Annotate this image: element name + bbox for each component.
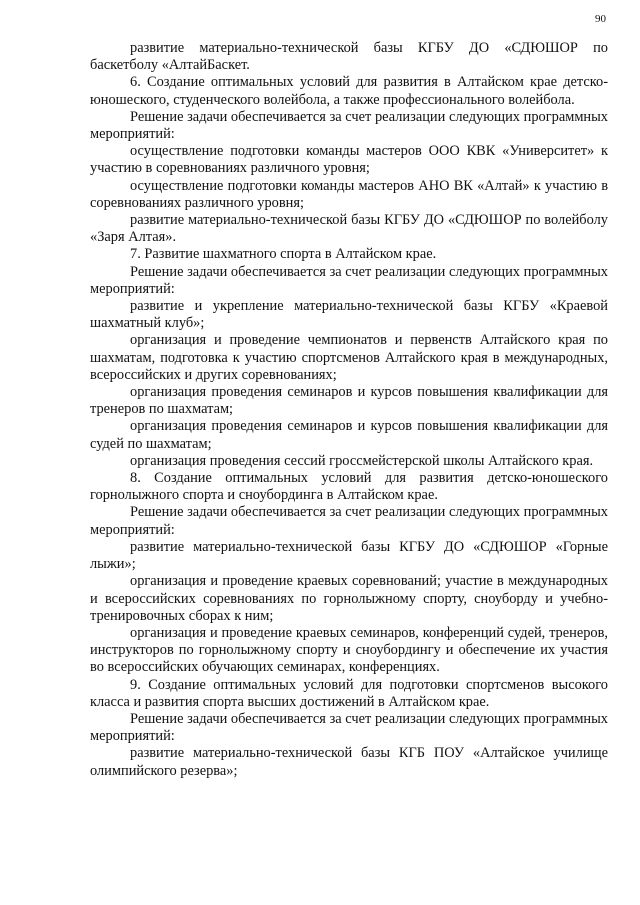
paragraph: организация и проведение краевых семинаров, конференций судей, тренеров, инструкторов по горнолыжному спорту и сноубордингу и обеспечение их участия во всероссийских обучающих семинарах, конференциях. <box>90 624 608 676</box>
paragraph: Решение задачи обеспечивается за счет реализации следующих программных мероприятий: <box>90 710 608 745</box>
paragraph: развитие материально-технической базы КГБ ПОУ «Алтайское училище олимпийского резерва»; <box>90 745 608 779</box>
paragraph: организация проведения сессий гроссмейстерской школы Алтайского края. <box>130 452 594 469</box>
paragraph: Решение задачи обеспечивается за счет реализации следующих программных мероприятий: <box>90 263 608 297</box>
paragraph: организация проведения семинаров и курсов повышения квалификации для судей по шахматам; <box>90 418 608 452</box>
section-heading: 7. Развитие шахматного спорта в Алтайском крае. <box>130 246 437 263</box>
paragraph: осуществление подготовки команды мастеров ООО КВК «Университет» к участию в соревнованиях различного уровня; <box>90 143 608 177</box>
section-heading: 9. Создание оптимальных условий для подготовки спортсменов высокого класса и развития спорта высших достижений в Алтайском крае. <box>90 676 608 710</box>
paragraph: организация проведения семинаров и курсов повышения квалификации для тренеров по шахматам; <box>90 384 608 418</box>
paragraph: организация и проведение чемпионатов и первенств Алтайского края по шахматам, подготовка к участию спортсменов Алтайского края в международных, всероссийских и других соревнованиях; <box>90 332 608 383</box>
section-heading: 8. Создание оптимальных условий для развития детско-юношеского горнолыжного спорта и сноубординга в Алтайском крае. <box>90 470 608 504</box>
page-number: 90 <box>595 13 606 25</box>
paragraph: организация и проведение краевых соревнований; участие в международных и всероссийских соревнованиях по горнолыжному спорту, сноуборду и учебно-тренировочных сборах к ним; <box>90 573 608 624</box>
paragraph: осуществление подготовки команды мастеров АНО ВК «Алтай» к участию в соревнованиях различного уровня; <box>90 177 608 211</box>
paragraph: развитие материально-технической базы КГБУ ДО «СДЮШОР «Горные лыжи»; <box>90 538 608 573</box>
paragraph: Решение задачи обеспечивается за счет реализации следующих программных мероприятий: <box>90 504 608 538</box>
document-body <box>90 40 608 780</box>
paragraph: 6. Создание оптимальных условий для развития в Алтайском крае детско-юношеского, студенческого волейбола, а также профессионального волейбола. <box>90 74 608 108</box>
paragraph: развитие материально-технической базы КГБУ ДО «СДЮШОР по волейболу «Заря Алтая». <box>90 212 608 246</box>
paragraph: развитие материально-технической базы КГБУ ДО «СДЮШОР по баскетболу «АлтайБаскет. <box>90 40 608 74</box>
paragraph: Решение задачи обеспечивается за счет реализации следующих программных мероприятий: <box>90 108 608 143</box>
paragraph: развитие и укрепление материально-технической базы КГБУ «Краевой шахматный клуб»; <box>90 298 608 332</box>
